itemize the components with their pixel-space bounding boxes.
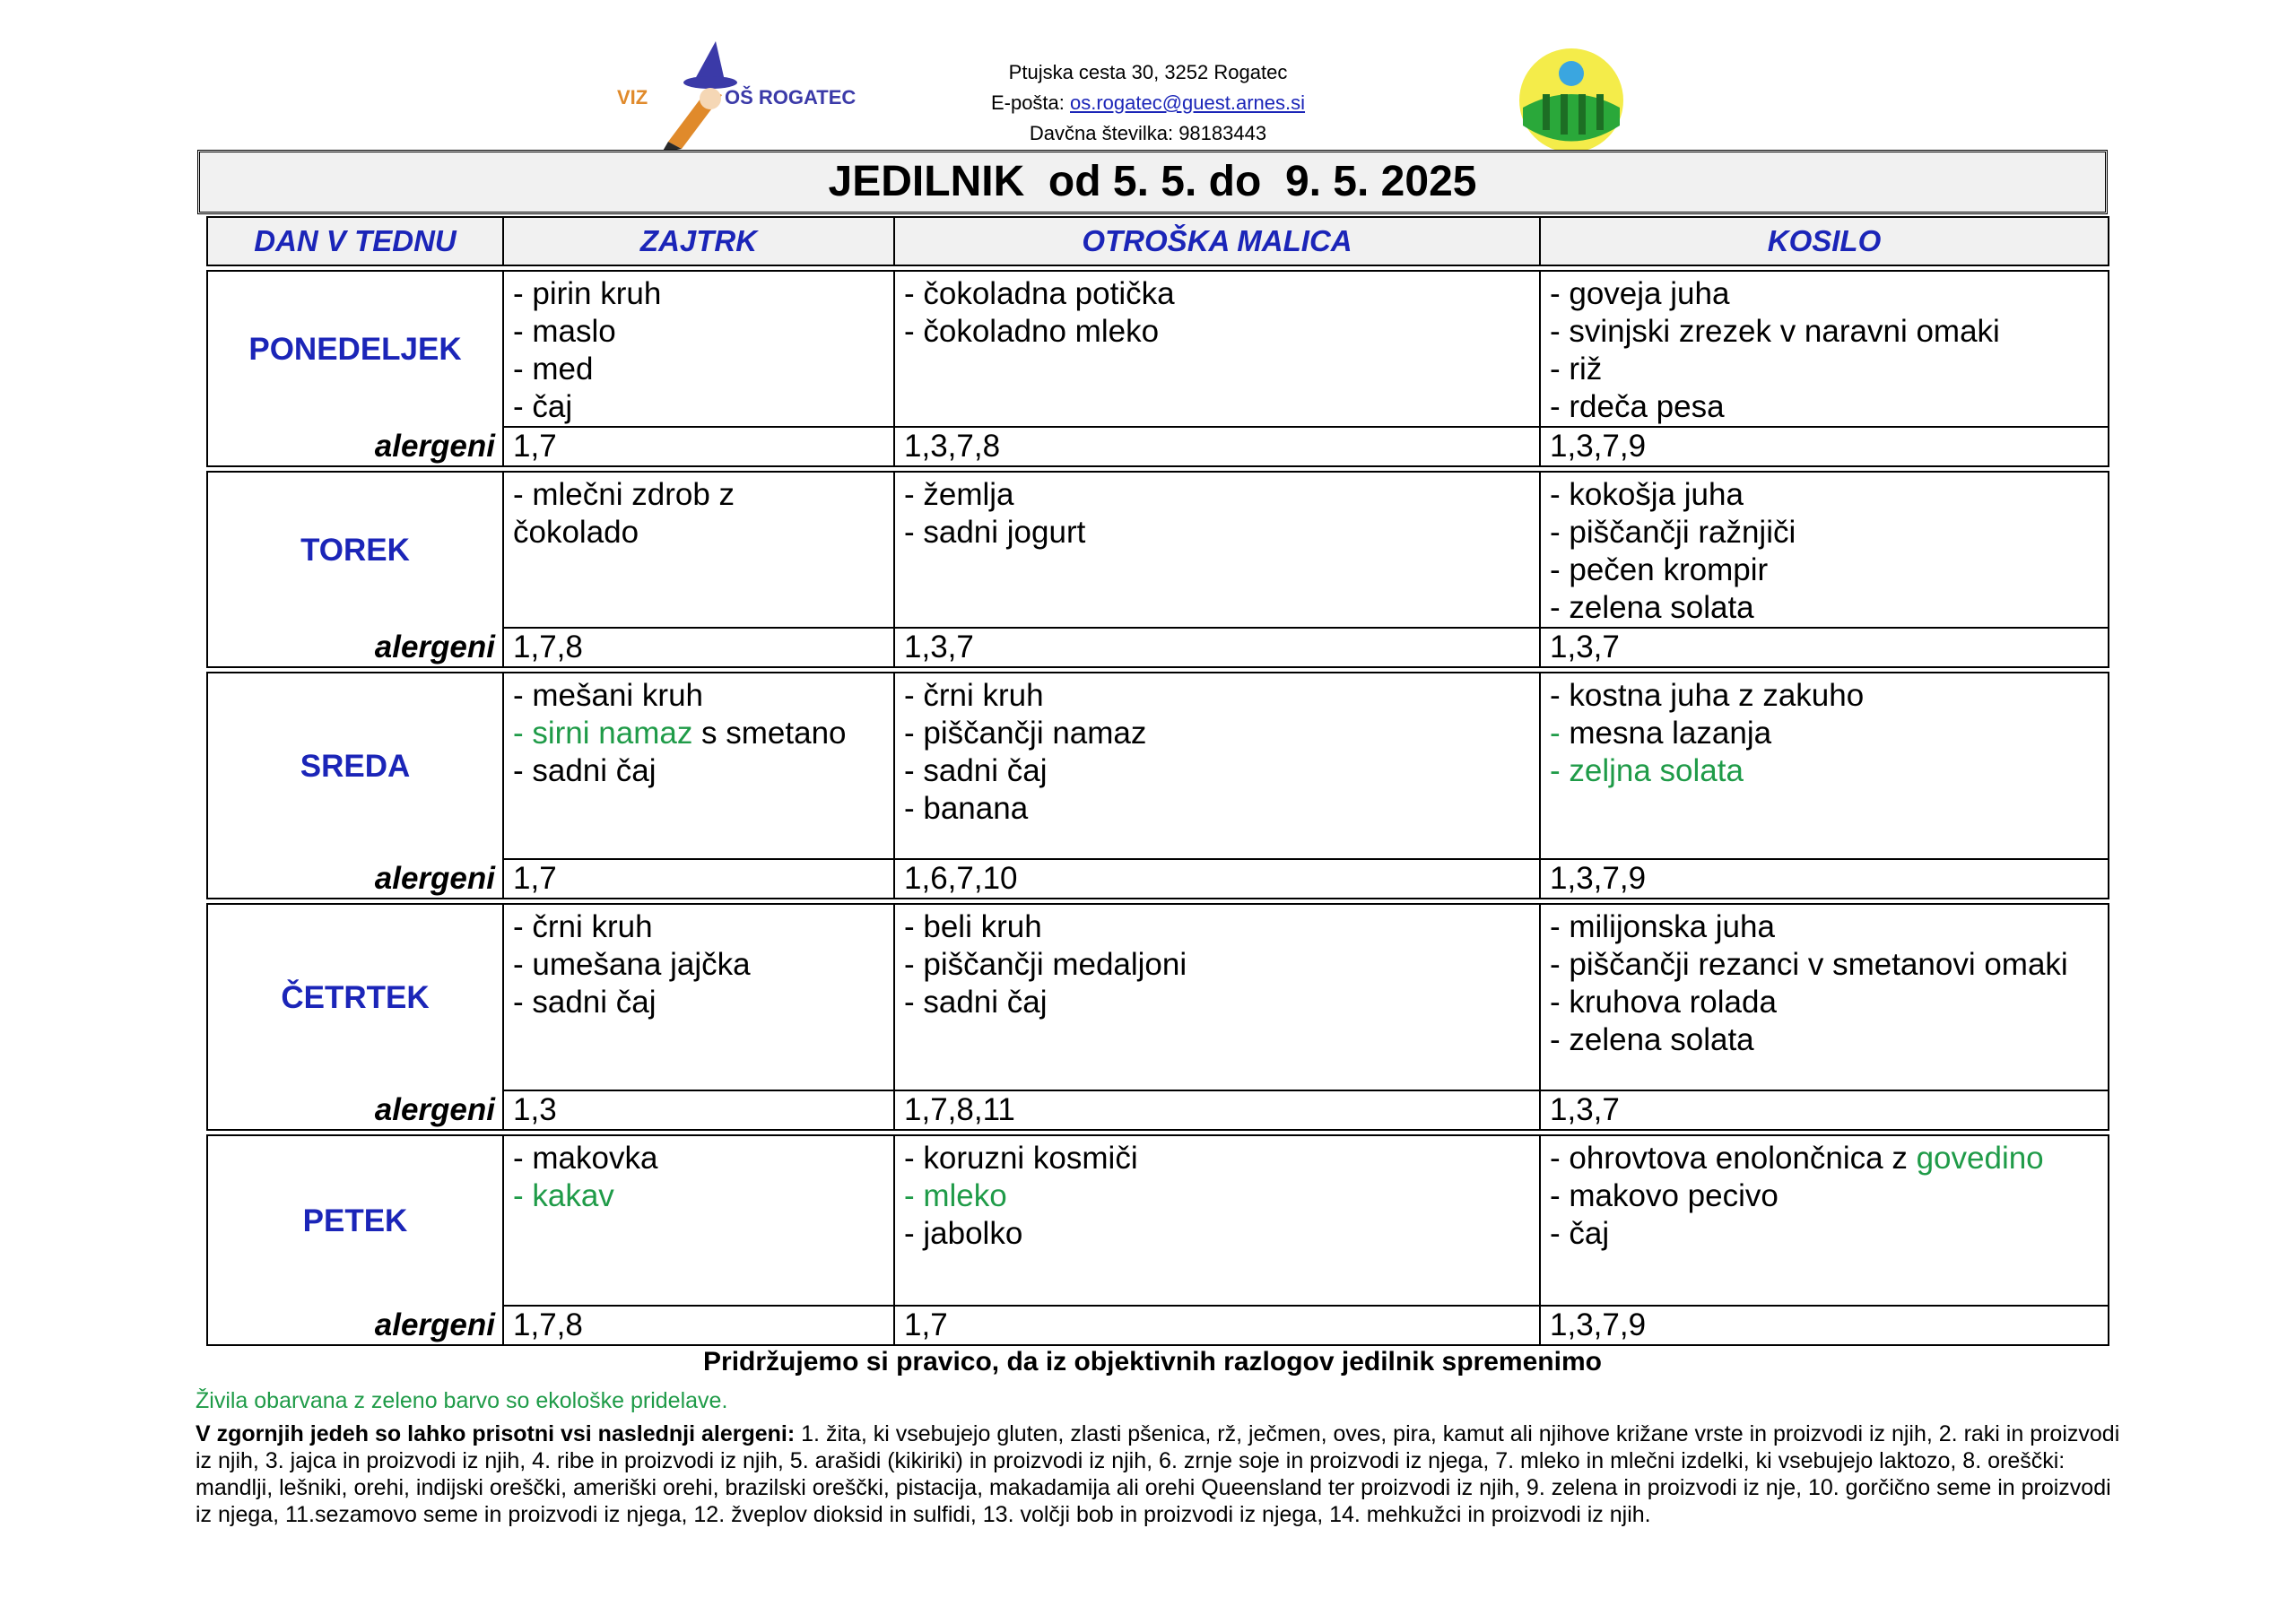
menu-item: - pirin kruh (513, 276, 662, 311)
menu-item: - makovka (513, 1141, 658, 1176)
menu-item: - jabolko (904, 1216, 1023, 1251)
menu-item: - piščančji ražnjiči (1550, 515, 1796, 550)
menu-item: - piščančji namaz (904, 716, 1147, 751)
menu-item: - pečen krompir (1550, 552, 1769, 587)
menu-item: - črni kruh (513, 909, 653, 944)
day-name: SREDA (207, 673, 503, 859)
day-row (207, 673, 2109, 859)
snack-cell (894, 904, 1540, 1090)
allergen-row (207, 628, 2109, 667)
menu-item: - sadni čaj (904, 753, 1048, 788)
menu-item: - sadni čaj (904, 985, 1048, 1020)
allergen-legend: V zgornjih jedeh so lahko prisotni vsi naslednji alergeni: 1. žita, ki vsebujejo gluten, zlasti pšenica, rž, ječmen, oves, pira, kamut ali njihove križane vrste in proizvodi iz njih, 2. raki in proizvodi iz njih, 3. jajca in proizvodi iz njih, 4. ribe in proizvodi iz njih, 5. arašidi (kikiriki) in proizvodi iz njih, 6. zrnje soje in proizvodi iz njega, 7. mleko in mlečni izdelki, ki vsebujejo laktozo, 8. oreščki: mandlji, lešniki, orehi, indijski oreščki, ameriški orehi, brazilski oreščki, pistacija, makadamija ali orehi Queensland ter proizvodi iz njih, 9. zelena in proizvodi iz nje, 10. gorčično seme in proizvodi iz njega, 11.sezamovo seme in proizvodi iz njega, 12. žveplov dioksid in sulfidi, 13. volčji bob in proizvodi iz njega, 14. mehkužci in proizvodi iz njih. (196, 1421, 2120, 1527)
menu-item: - kostna juha z zakuho (1550, 678, 1865, 713)
menu-item: - sadni čaj (513, 985, 657, 1020)
allergen-codes: 1,3,7 (1540, 1090, 2109, 1130)
breakfast-cell (503, 1135, 894, 1306)
menu-item: - žemlja (904, 477, 1014, 512)
menu-item: - kokošja juha (1550, 477, 1744, 512)
day-name: ČETRTEK (207, 904, 503, 1090)
menu-item: - umešana jajčka (513, 947, 751, 982)
allergen-label: alergeni (207, 859, 503, 899)
breakfast-cell (503, 472, 894, 628)
breakfast-cell (503, 673, 894, 859)
menu-item: - koruzni kosmiči (904, 1141, 1138, 1176)
allergen-codes: 1,3 (503, 1090, 894, 1130)
lunch-cell (1540, 271, 2109, 427)
eko-sola-logo (1516, 45, 1628, 157)
menu-item: - maslo (513, 314, 616, 349)
menu-item: - milijonska juha (1550, 909, 1775, 944)
menu-item: - beli kruh (904, 909, 1042, 944)
menu-item: - čokoladno mleko (904, 314, 1160, 349)
menu-item: - piščančji rezanci v smetanovi omaki (1550, 947, 2068, 982)
allergen-codes: 1,6,7,10 (894, 859, 1540, 899)
lunch-cell (1540, 904, 2109, 1090)
allergen-codes: 1,7,8,11 (894, 1090, 1540, 1130)
menu-item: - banana (904, 791, 1029, 826)
header-row (207, 217, 2109, 265)
school-logo (610, 34, 857, 155)
day-name: PONEDELJEK (207, 271, 503, 427)
menu-item: - črni kruh (904, 678, 1044, 713)
menu-item: - sadni čaj (513, 753, 657, 788)
allergen-codes: 1,7 (503, 859, 894, 899)
menu-item: - mešani kruh (513, 678, 704, 713)
allergen-label: alergeni (207, 1306, 503, 1345)
lunch-cell (1540, 673, 2109, 859)
logo-os-text: OŠ ROGATEC (725, 86, 857, 109)
allergen-row (207, 859, 2109, 899)
menu-item: - goveja juha (1550, 276, 1730, 311)
email-link[interactable]: os.rogatec@guest.arnes.si (1070, 91, 1306, 114)
snack-cell (894, 271, 1540, 427)
allergen-codes: 1,7 (894, 1306, 1540, 1345)
menu-item: - kruhova rolada (1550, 985, 1777, 1020)
menu-item: - makovo pecivo (1550, 1178, 1779, 1213)
snack-cell (894, 1135, 1540, 1306)
menu-item: - kakav (513, 1178, 614, 1213)
lunch-cell (1540, 1135, 2109, 1306)
day-row (207, 472, 2109, 628)
allergen-codes: 1,3,7,9 (1540, 1306, 2109, 1345)
page-title: JEDILNIK od 5. 5. do 9. 5. 2025 (197, 150, 2108, 214)
allergen-codes: 1,3,7 (894, 628, 1540, 667)
allergen-codes: 1,7,8 (503, 628, 894, 667)
allergen-codes: 1,7 (503, 427, 894, 466)
col-header-lunch: KOSILO (1540, 217, 2109, 265)
menu-item: - svinjski zrezek v naravni omaki (1550, 314, 2000, 349)
change-notice: Pridržujemo si pravico, da iz objektivnih razlogov jedilnik spremenimo (703, 1347, 1602, 1376)
email-line: E-pošta: os.rogatec@guest.arnes.si (990, 91, 1306, 114)
allergen-codes: 1,3,7,9 (1540, 859, 2109, 899)
day-name: PETEK (207, 1135, 503, 1306)
allergen-codes: 1,3,7 (1540, 628, 2109, 667)
menu-item: - zelena solata (1550, 590, 1754, 625)
allergen-row (207, 1090, 2109, 1130)
menu-item: - zelena solata (1550, 1022, 1754, 1057)
address-line: Ptujska cesta 30, 3252 Rogatec (1008, 61, 1288, 83)
menu-item: - sadni jogurt (904, 515, 1086, 550)
menu-item: - med (513, 352, 594, 386)
breakfast-cell (503, 904, 894, 1090)
menu-item: - sirni namaz s smetano (513, 716, 847, 751)
allergen-label: alergeni (207, 427, 503, 466)
school-address (924, 57, 1372, 149)
allergen-label: alergeni (207, 1090, 503, 1130)
col-header-day: DAN V TEDNU (207, 217, 503, 265)
menu-item: - riž (1550, 352, 1603, 386)
col-header-breakfast: ZAJTRK (503, 217, 894, 265)
menu-item: - čaj (1550, 1216, 1610, 1251)
snack-cell (894, 673, 1540, 859)
menu-table (206, 216, 2108, 1346)
allergen-codes: 1,7,8 (503, 1306, 894, 1345)
breakfast-cell (503, 271, 894, 427)
allergen-codes: 1,3,7,9 (1540, 427, 2109, 466)
menu-item: - rdeča pesa (1550, 389, 1725, 424)
allergen-codes: 1,3,7,8 (894, 427, 1540, 466)
menu-item: - mleko (904, 1178, 1007, 1213)
menu-item: - mlečni zdrob z (513, 477, 735, 512)
allergen-row (207, 427, 2109, 466)
eco-note: Živila obarvana z zeleno barvo so ekološke pridelave. (196, 1388, 728, 1413)
menu-item: - čaj (513, 389, 573, 424)
allergen-row (207, 1306, 2109, 1345)
menu-item: - mesna lazanja (1550, 716, 1772, 751)
tax-number: Davčna številka: 98183443 (1029, 122, 1267, 144)
day-row (207, 904, 2109, 1090)
day-name: TOREK (207, 472, 503, 628)
logo-viz-text: VIZ (617, 86, 648, 109)
day-row (207, 271, 2109, 427)
menu-item: - ohrovtova enolončnica z govedino (1550, 1141, 2044, 1176)
menu-item: - piščančji medaljoni (904, 947, 1187, 982)
menu-item: - čokoladna potička (904, 276, 1175, 311)
lunch-cell (1540, 472, 2109, 628)
menu-item: - zeljna solata (1550, 753, 1744, 788)
col-header-snack: OTROŠKA MALICA (894, 217, 1540, 265)
snack-cell (894, 472, 1540, 628)
menu-item: čokolado (513, 515, 639, 550)
allergen-label: alergeni (207, 628, 503, 667)
day-row (207, 1135, 2109, 1306)
